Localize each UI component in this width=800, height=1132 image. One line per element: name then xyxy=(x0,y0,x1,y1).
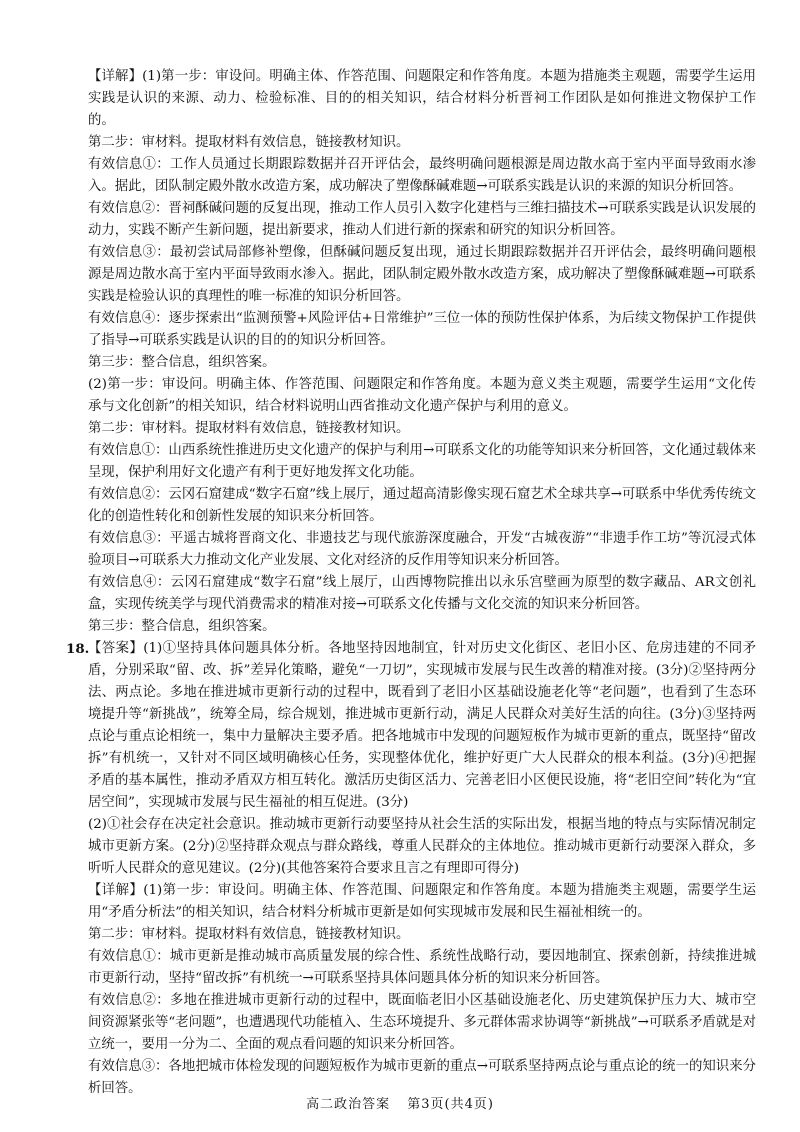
footer-subject: 高二政治答案 xyxy=(306,1097,391,1112)
part-2-step-1: (2)第一步：审设问。明确主体、作答范围、问题限定和作答角度。本题为意义类主观题，需要学生运用“文化传承与文化创新”的相关知识，结合材料说明山西省推动文化遗产保护与利用的意义。 xyxy=(88,377,756,414)
part-2-effective-info-3: 有效信息③：平遥古城将晋商文化、非遗技艺与现代旅游深度融合，开发“古城夜游”“非遗手作工坊”等沉浸式体验项目→可联系大力推动文化产业发展、文化对经济的反作用等知识来分析回答。 xyxy=(88,531,756,568)
answer-paragraph-1: 【答案】(1)①坚持具体问题具体分析。各地坚持因地制宜，针对历史文化街区、老旧小区、危房违建的不同矛盾，分别采取“留、改、拆”差异化策略，避免“一刀切”，实现城市发展与民生改善的精准对接。(3分)②坚持两分法、两点论。多地在推进城市更新行动的过程中，既看到了老旧小区基础设施老化等“老问题”，也看到了生态环境提升等“新挑战”，统筹全局，综合规划，推进城市更新行动，满足人民群众对美好生活的向往。(3分)③坚持两点论与重点论相统一，集中力量解决主要矛盾。把各地城市中发现的问题短板作为城市更新的重点，既坚持“留改拆”有机统一，又针对不同区域明确核心任务，实现整体优化，维护好更广大人民群众的根本利益。(3分)④把握矛盾的基本属性，推动矛盾双方相互转化。激活历史街区活力、完善老旧小区便民设施，将“老旧空间”转化为“宜居空间”，实现城市发展与民生福祉的相互促进。(3分) xyxy=(88,641,756,810)
answer-paragraph-2: (2)①社会存在决定社会意识。推动城市更新行动要坚持从社会生活的实际出发，根据当地的特点与实际情况制定城市更新方案。(2分)②坚持群众观点与群众路线，尊重人民群众的主体地位。推动城市更新行动要深入群众，多听听人民群众的意见建议。(2分)(其他答案符合要求且言之有理即可得分) xyxy=(88,817,756,876)
q18-effective-info-2: 有效信息②：多地在推进城市更新行动的过程中，既面临老旧小区基础设施老化、历史建筑保护压力大、城市空间资源紧张等“老问题”，也遭遇现代功能植入、生态环境提升、多元群体需求协调等“新挑战”→可联系矛盾就是对立统一，要用一分为二、全面的观点看问题的知识来分析回答。 xyxy=(88,993,756,1052)
part-2-step-3: 第三步：整合信息，组织答案。 xyxy=(88,619,276,634)
effective-info-2: 有效信息②：晋祠酥碱问题的反复出现，推动工作人员引入数字化建档与三维扫描技术→可联系实践是认识发展的动力，实践不断产生新问题，提出新要求，推动人们进行新的探索和研究的知识分析回答。 xyxy=(88,201,756,238)
step-2-line: 第二步：审材料。提取材料有效信息，链接教材知识。 xyxy=(88,135,410,150)
effective-info-1: 有效信息①：工作人员通过长期跟踪数据并召开评估会，最终明确问题根源是周边散水高于室内平面导致雨水渗入。据此，团队制定殿外散水改造方案，成功解决了塑像酥碱难题→可联系实践是认识的来源的知识分析回答。 xyxy=(88,157,756,194)
part-2-effective-info-1: 有效信息①：山西系统性推进历史文化遗产的保护与利用→可联系文化的功能等知识来分析回答，文化通过载体来呈现，保护利用好文化遗产有利于更好地发挥文化功能。 xyxy=(88,443,756,480)
detail-paragraph-1: 【详解】(1)第一步：审设问。明确主体、作答范围、问题限定和作答角度。本题为措施类主观题，需要学生运用实践是认识的来源、动力、检验标准、目的的相关知识，结合材料分析晋祠工作团队是如何推进文物保护工作的。 xyxy=(88,69,756,128)
q18-effective-info-1: 有效信息①：城市更新是推动城市高质量发展的综合性、系统性战略行动，要因地制宜、探索创新，持续推进城市更新行动，坚持“留改拆”有机统一→可联系坚持具体问题具体分析的知识来分析回答。 xyxy=(88,949,756,986)
question-18 xyxy=(66,638,756,814)
effective-info-4: 有效信息④：逐步探索出“监测预警+风险评估+日常维护”三位一体的预防性保护体系，为后续文物保护工作提供了指导→可联系实践是认识的目的的知识分析回答。 xyxy=(88,311,756,348)
page-footer xyxy=(0,1093,800,1112)
part-2-step-2: 第二步：审材料。提取材料有效信息，链接教材知识。 xyxy=(88,421,410,436)
q18-detail-step-2: 第二步：审材料。提取材料有效信息，链接教材知识。 xyxy=(88,927,410,942)
answer-page-body xyxy=(66,66,756,1100)
question-number: 18. xyxy=(66,641,90,657)
part-2-effective-info-4: 有效信息④：云冈石窟建成“数字石窟”线上展厅，山西博物院推出以永乐宫壁画为原型的数字藏品、AR文创礼盒，实现传统美学与现代消费需求的精准对接→可联系文化传播与文化交流的知识来分析回答。 xyxy=(88,575,756,612)
q18-effective-info-3: 有效信息③：各地把城市体检发现的问题短板作为城市更新的重点→可联系坚持两点论与重点论的统一的知识来分析回答。 xyxy=(88,1059,756,1096)
q18-detail-step-1: 【详解】(1)第一步：审设问。明确主体、作答范围、问题限定和作答角度。本题为措施类主观题，需要学生运用“矛盾分析法”的相关知识，结合材料分析城市更新是如何实现城市发展和民生福祉相统一的。 xyxy=(88,883,756,920)
step-3-line: 第三步：整合信息，组织答案。 xyxy=(88,355,276,370)
part-2-effective-info-2: 有效信息②：云冈石窟建成“数字石窟”线上展厅，通过超高清影像实现石窟艺术全球共享→可联系中华优秀传统文化的创造性转化和创新性发展的知识来分析回答。 xyxy=(88,487,756,524)
effective-info-3: 有效信息③：最初尝试局部修补塑像，但酥碱问题反复出现，通过长期跟踪数据并召开评估会，最终明确问题根源是周边散水高于室内平面导致雨水渗入。据此，团队制定殿外散水改造方案，成功解决了塑像酥碱难题→可联系实践是检验认识的真理性的唯一标准的知识分析回答。 xyxy=(88,245,756,304)
footer-page-number: 第3页(共4页) xyxy=(407,1097,494,1112)
